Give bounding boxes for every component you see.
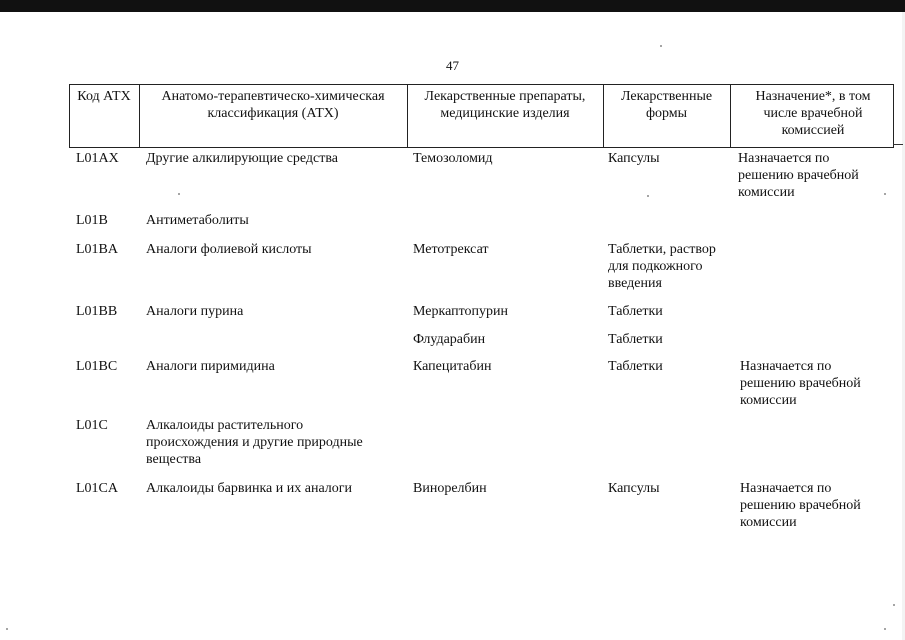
- header-code: Код АТХ: [77, 89, 131, 104]
- row-drug: Флударабин: [413, 332, 486, 347]
- row-drug: Винорелбин: [413, 481, 487, 496]
- row-code: L01B: [76, 213, 108, 228]
- scan-tick-mark: [893, 144, 903, 145]
- scan-speck: [884, 628, 886, 630]
- header-classification: Анатомо-терапевтическо-химическая классификация (АТХ): [161, 89, 385, 121]
- row-classification: Алкалоиды барвинка и их аналоги: [146, 481, 353, 496]
- row-classification: Аналоги пурина: [146, 304, 244, 319]
- row-drug: Темозоломид: [413, 151, 493, 166]
- row-code: L01BC: [76, 359, 118, 374]
- scan-speck: [660, 45, 662, 47]
- row-code: L01AX: [76, 151, 119, 166]
- scan-speck: [647, 195, 649, 197]
- row-form: Таблетки: [608, 332, 663, 347]
- row-form: Таблетки, раствор для подкожного введения: [608, 242, 716, 291]
- row-classification: Алкалоиды растительного происхождения и другие природные вещества: [146, 418, 363, 467]
- row-drug: Метотрексат: [413, 242, 489, 257]
- scan-speck: [884, 193, 886, 195]
- row-drug: Меркаптопурин: [413, 304, 508, 319]
- header-divider: [139, 84, 140, 147]
- row-code: L01BA: [76, 242, 118, 257]
- row-code: L01CA: [76, 481, 118, 496]
- row-classification: Аналоги фолиевой кислоты: [146, 242, 312, 257]
- row-form: Капсулы: [608, 481, 660, 496]
- header-forms: Лекарственные формы: [621, 89, 713, 121]
- row-form: Таблетки: [608, 359, 663, 374]
- header-drugs: Лекарственные препараты, медицинские изделия: [424, 89, 586, 121]
- header-divider: [603, 84, 604, 147]
- row-prescription: Назначается по решению врачебной комиссии: [740, 359, 861, 408]
- row-prescription: Назначается по решению врачебной комиссии: [740, 481, 861, 530]
- row-classification: Другие алкилирующие средства: [146, 151, 339, 166]
- row-form: Таблетки: [608, 304, 663, 319]
- row-form: Капсулы: [608, 151, 660, 166]
- scan-speck: [178, 193, 180, 195]
- row-classification: Антиметаболиты: [146, 213, 249, 228]
- scan-speck: [6, 628, 8, 630]
- table-header: [69, 84, 894, 148]
- header-divider: [730, 84, 731, 147]
- row-code: L01BB: [76, 304, 118, 319]
- scan-top-border: [0, 0, 905, 12]
- page-number: 47: [446, 58, 459, 73]
- row-code: L01C: [76, 418, 108, 433]
- row-prescription: Назначается по решению врачебной комиссии: [738, 151, 859, 200]
- row-classification: Аналоги пиримидина: [146, 359, 275, 374]
- scan-speck: [893, 604, 895, 606]
- header-divider: [407, 84, 408, 147]
- header-divider: [69, 84, 70, 147]
- header-prescription: Назначение*, в том числе врачебной комиссией: [755, 89, 871, 138]
- row-drug: Капецитабин: [413, 359, 492, 374]
- header-divider: [893, 84, 894, 147]
